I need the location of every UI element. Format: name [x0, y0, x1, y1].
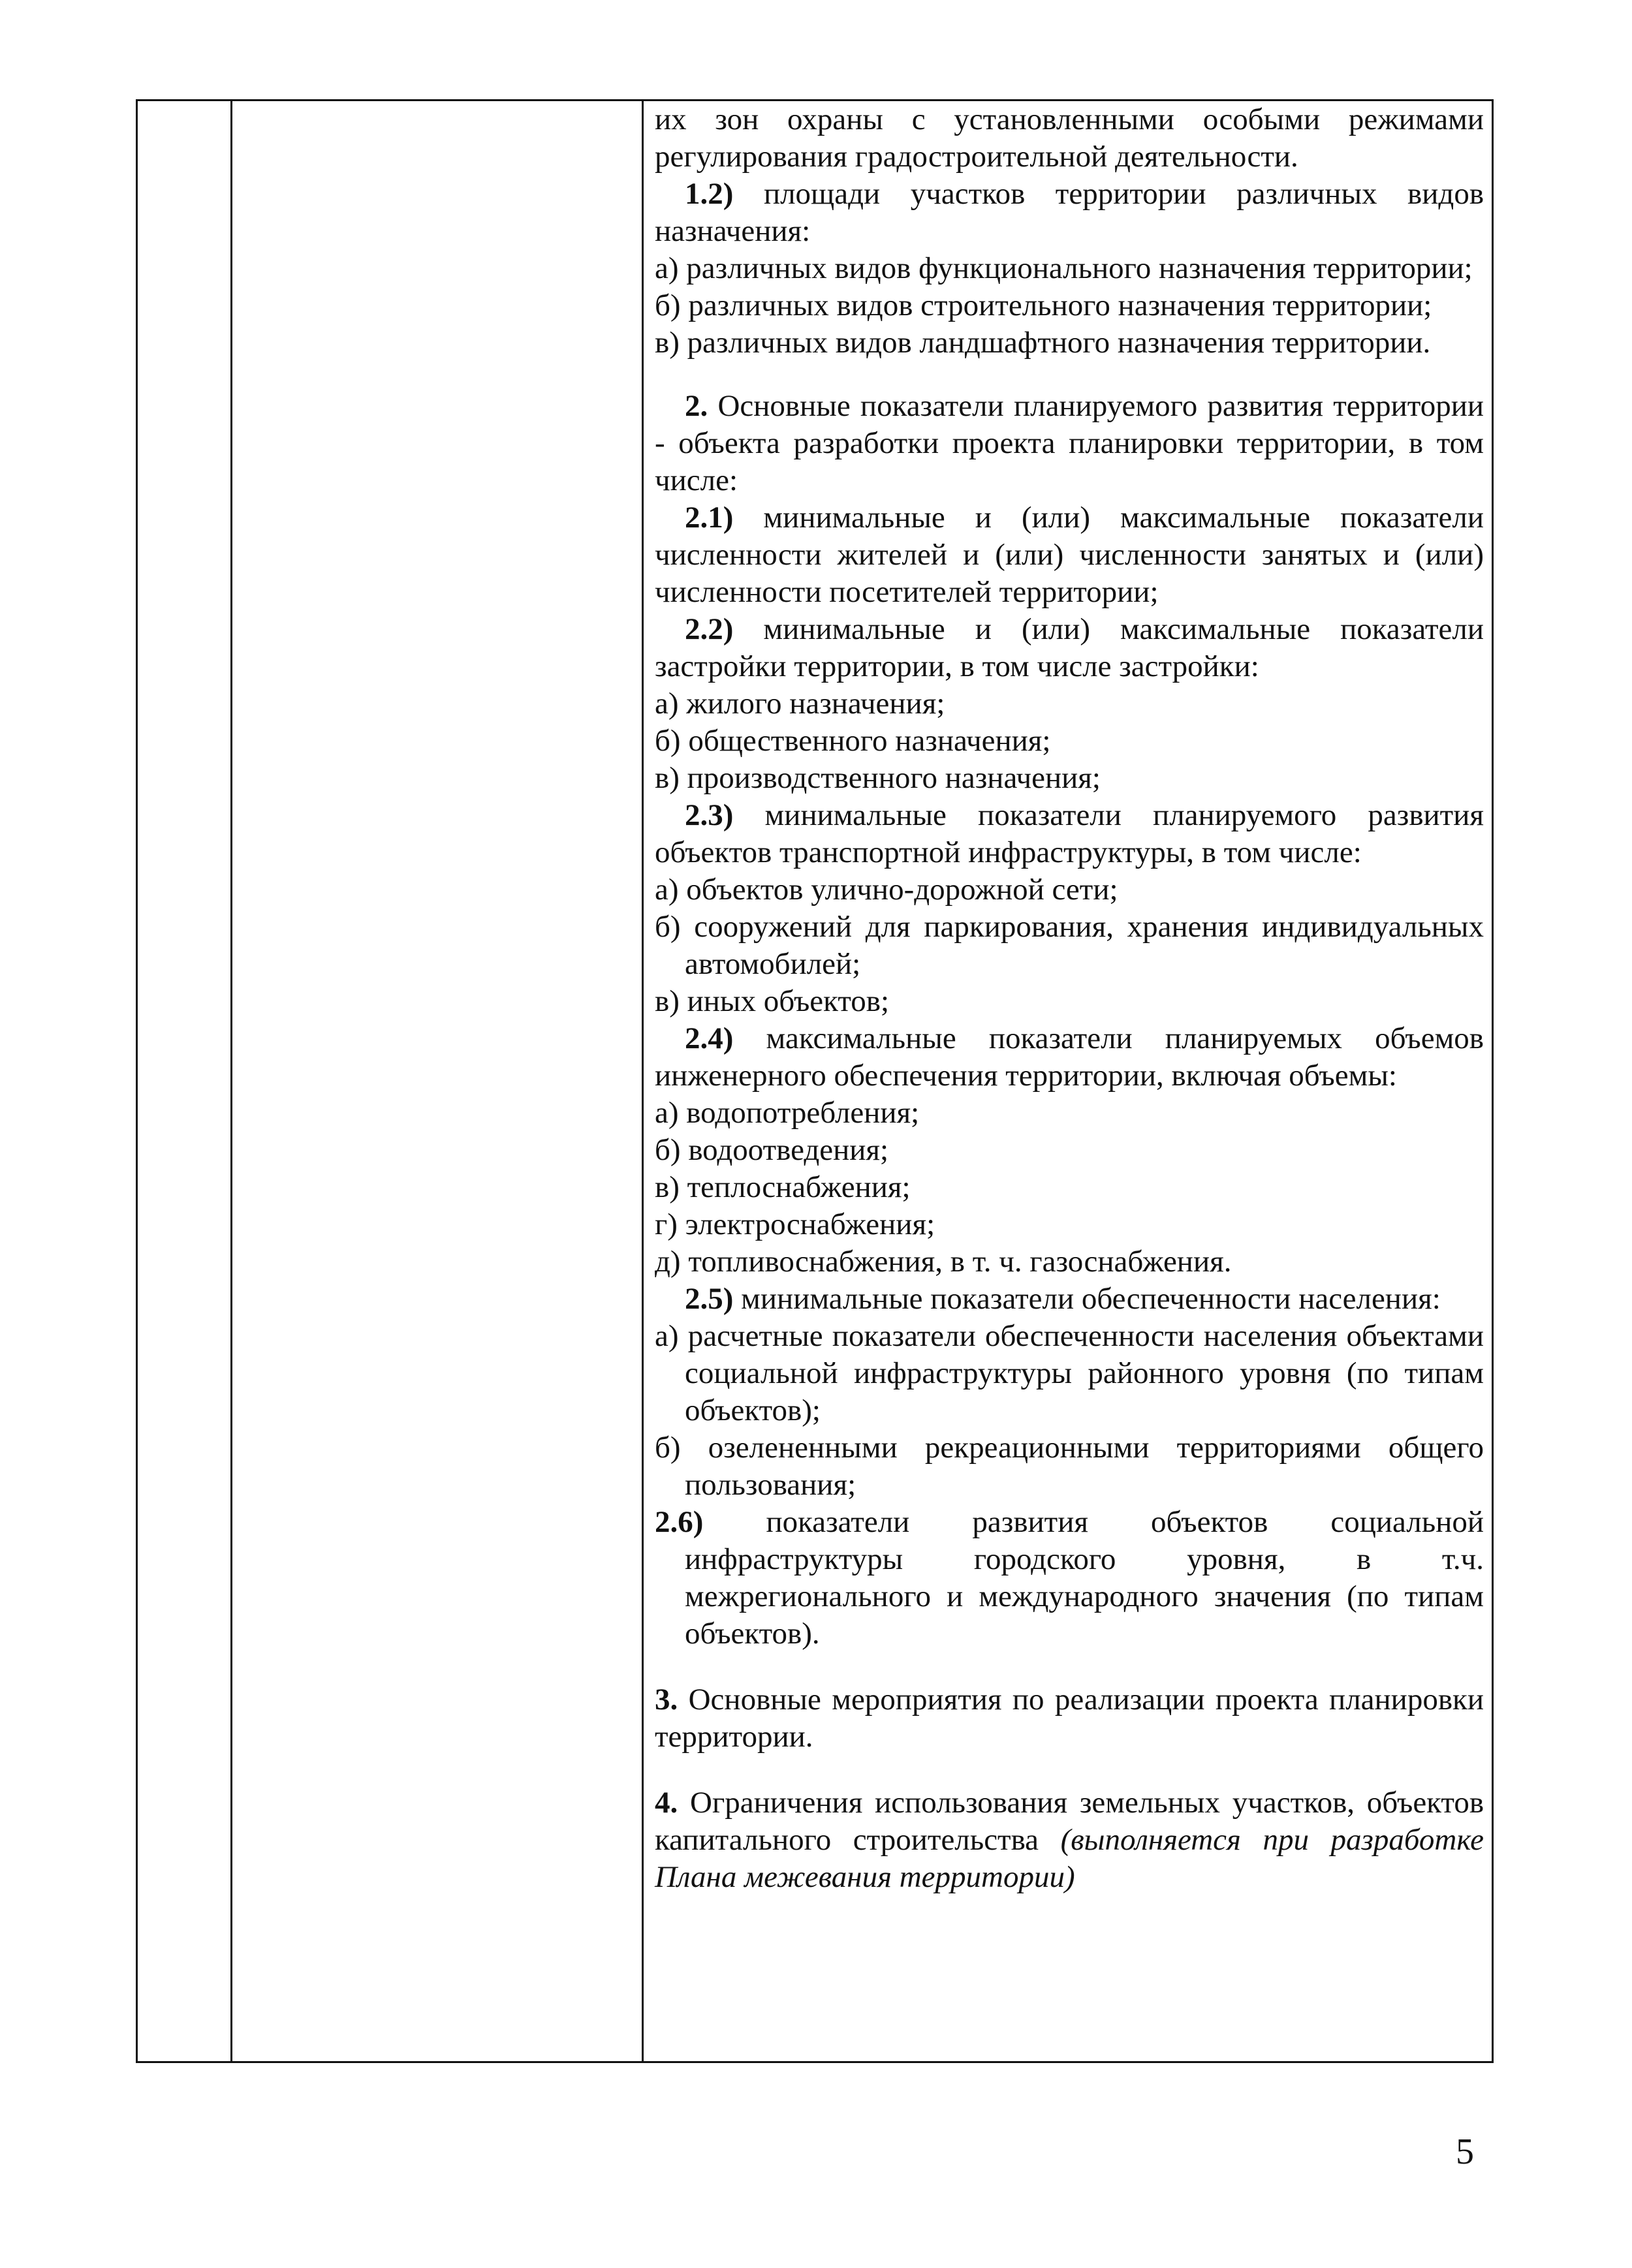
list-item: г) электроснабжения;	[655, 1207, 935, 1241]
section-text: Основные показатели планируемого развития территории - объекта разработки проекта планировки территории, в том числе:	[655, 389, 1484, 497]
section-text: минимальные показатели обеспеченности населения:	[741, 1282, 1441, 1316]
section-number: 3.	[655, 1683, 678, 1717]
document-table	[136, 99, 1494, 2063]
section-2-6	[655, 1504, 1484, 1653]
section-2-5	[655, 1281, 1484, 1318]
section-number: 1.2)	[685, 177, 734, 211]
section-text: площади участков территории различных видов назначения:	[655, 177, 1484, 248]
list-item: а) жилого назначения;	[655, 687, 945, 721]
list-item: б) водоотведения;	[655, 1133, 889, 1167]
section-text: Основные мероприятия по реализации проекта планировки территории.	[655, 1683, 1484, 1754]
list-item: в) теплоснабжения;	[655, 1170, 911, 1204]
section-number: 2.1)	[685, 501, 734, 535]
section-number: 2.5)	[685, 1282, 734, 1316]
requirements-cell	[655, 101, 1484, 1896]
list-item: а) расчетные показатели обеспеченности населения объектами социальной инфраструктуры районного уровня (по типам объектов);	[655, 1319, 1484, 1427]
list-item: б) различных видов строительного назначения территории;	[655, 288, 1432, 322]
section-2-1	[655, 499, 1484, 611]
page-number: 5	[1456, 2132, 1474, 2172]
list-item: в) различных видов ландшафтного назначения территории.	[655, 326, 1431, 360]
column-divider-2	[642, 101, 644, 2061]
list-item: д) топливоснабжения, в т. ч. газоснабжения.	[655, 1245, 1232, 1279]
section-number: 2.4)	[685, 1021, 734, 1055]
section-3	[655, 1681, 1484, 1756]
list-item: а) различных видов функционального назначения территории;	[655, 251, 1473, 285]
section-2-4	[655, 1020, 1484, 1095]
section-note: (выполняется при разработке Плана межевания территории)	[655, 1823, 1484, 1894]
section-2-2	[655, 611, 1484, 685]
list-item: в) иных объектов;	[655, 984, 890, 1018]
section-number: 2.	[685, 389, 708, 423]
section-text: минимальные и (или) максимальные показатели застройки территории, в том числе застройки:	[655, 612, 1484, 683]
section-number: 2.2)	[685, 612, 734, 646]
list-item: б) сооружений для паркирования, хранения индивидуальных автомобилей;	[655, 910, 1484, 981]
section-text: Ограничения использования земельных участков, объектов капитального строительства	[655, 1786, 1484, 1857]
section-number: 2.3)	[685, 798, 734, 832]
list-item: а) объектов улично-дорожной сети;	[655, 873, 1118, 907]
section-text: максимальные показатели планируемых объемов инженерного обеспечения территории, включая объемы:	[655, 1021, 1484, 1093]
section-number: 2.6)	[655, 1505, 704, 1539]
list-item: в) производственного назначения;	[655, 761, 1101, 795]
intro-paragraph: их зон охраны с установленными особыми режимами регулирования градостроительной деятельности.	[655, 102, 1484, 174]
section-number: 4.	[655, 1786, 678, 1820]
section-text: минимальные и (или) максимальные показатели численности жителей и (или) численности занятых и (или) численности посетителей территории;	[655, 501, 1484, 609]
section-1-2	[655, 176, 1484, 250]
section-text: минимальные показатели планируемого развития объектов транспортной инфраструктуры, в том числе:	[655, 798, 1484, 869]
column-divider-1	[230, 101, 232, 2061]
list-item: б) общественного назначения;	[655, 724, 1051, 758]
list-item: б) озелененными рекреационными территориями общего пользования;	[655, 1431, 1484, 1502]
section-text: показатели развития объектов социальной инфраструктуры городского уровня, в т.ч. межрегионального и международного значения (по типам объектов).	[685, 1505, 1484, 1651]
section-2-3	[655, 797, 1484, 871]
section-2	[655, 388, 1484, 499]
list-item: а) водопотребления;	[655, 1096, 920, 1130]
section-4	[655, 1784, 1484, 1896]
